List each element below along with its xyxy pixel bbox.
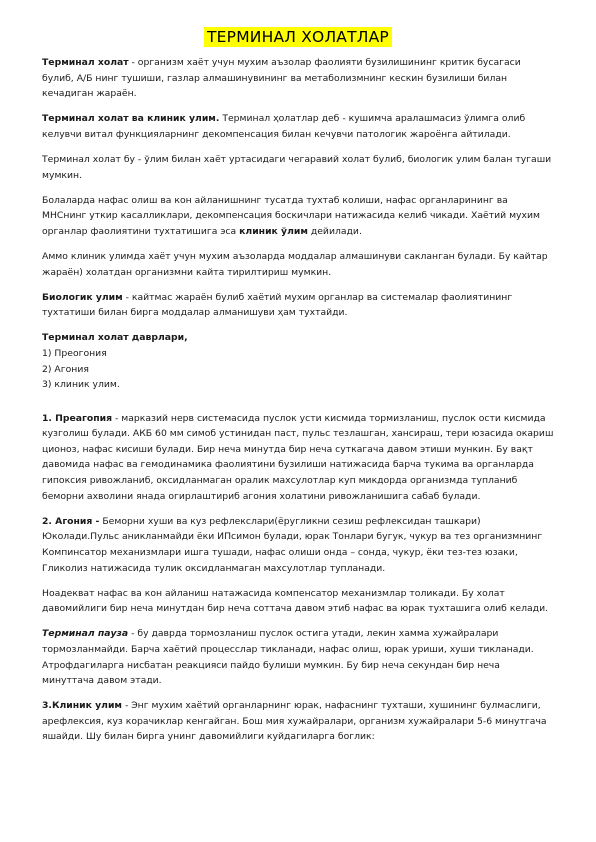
paragraph-agony — [42, 514, 554, 576]
paragraph-text: - Энг мухим хаётий органларнинг юрак, нафаснинг тухташи, хушининг булмаслиги, арефлексия, куз корачиклар кенгайган. Бош мия хужайралари, организм хужайралари 5-6 минутгача яшайди. Шу билан бирга унинг давомийлиги куйдагиларга боглик: — [42, 700, 547, 743]
term-biological-death: Биологик улим — [42, 291, 123, 303]
spacer — [42, 393, 554, 411]
paragraph-text: Болаларда нафас олиш ва кон айланишнинг тусатда тухтаб колиши, нафас органларининг ва МНСнинг уткир касалликлари, декомпенсация боскичлари натижасида келиб чикади. Хаётий мухим органлар фаолиятини тухтатишига эса — [42, 194, 540, 237]
paragraph-preagony — [42, 411, 554, 505]
paragraph-terminal-and-clinical-death — [42, 111, 554, 142]
paragraph-text: Терминал холат бу - ўлим билан хаёт уртасидаги чегаравий холат булиб, биологик улим балан тугаши мумкин. — [42, 153, 552, 181]
term-agony: 2. Агония - — [42, 515, 100, 527]
document-body — [42, 55, 554, 754]
periods-list-item: 1) Преогония — [42, 347, 107, 359]
paragraph-text: Ноадекват нафас ва кон айланиш натажасида компенсатор механизмлар толикади. Бу холат давомийлиги бир неча минутдан бир неча соттача давом этиб нафас ва юрак тухташига олиб келади. — [42, 587, 549, 615]
title-wrapper — [0, 27, 596, 47]
page-title: ТЕРМИНАЛ ХОЛАТЛАР — [204, 27, 392, 47]
term-clinical-death: клиник ўлим — [239, 225, 308, 237]
periods-heading-text: Терминал холат даврлари, — [42, 332, 188, 344]
paragraph-text: - организм хаёт учун мухим аъзолар фаолияти бузилишининг критик бусагаси булиб, А/Б нинг тушиши, газлар алмашинувининг ва метаболизмнинг кескин бузилиши билан кечадиган жараён. — [42, 57, 521, 100]
periods-heading — [42, 330, 554, 346]
term-terminal-clinical: Терминал холат ва клиник улим. — [42, 113, 220, 125]
paragraph-terminal-pause — [42, 626, 554, 688]
term-terminal-pause: Терминал пауза — [42, 628, 129, 640]
paragraph-terminal-state-definition — [42, 55, 554, 102]
periods-list-item: 2) Агония — [42, 363, 89, 375]
paragraph-text: - бу даврда тормозланиш пуслок остига утади, лекин хамма хужайралари тормозланмайди. Барча хаётий процесслар тикланади, нафас олиш, юрак уриши, хуши тикланади. Атрофдагиларга нисбатан реакцияси пайдо булиши мумкин. Бу бир неча секундан бир неча минуттача давом этади. — [42, 628, 534, 687]
paragraph-text: - кайтмас жараён булиб хаётий мухим органлар ва системалар фаолиятининг тухтатиши билан бирга моддалар алманишуви ҳам тухтайди. — [42, 291, 513, 319]
paragraph-text: - марказий нерв системасида пуслок усти кисмида тормизланиш, пуслок ости кисмида кузголиш булади. АКБ 60 мм симоб устинидан паст, пульс тезлашган, хансираш, тери юзасида окариш ционоз, нафас кисиши булади. Бир неча минутда бир неча суткагача давом этиши мункин. Бу вақт давомида нафас ва гемодинамика фаолиятини бузилиши натижасида барча тукима ва органларда гипоксия ривожланиб, оксидланмаган оралик махсулотлар куп микдорда организмда тупланиб беморни ахволини янада огирлаштириб агония холатини ривожланишига сабаб булади. — [42, 412, 554, 502]
paragraph-clinical-death-reversible — [42, 249, 554, 280]
periods-list-item: 3) клиник улим. — [42, 379, 120, 391]
term-terminal-state: Терминал холат — [42, 57, 129, 68]
paragraph-boundary-state — [42, 152, 554, 183]
paragraph-text: Терминал ҳолатлар деб - кушимча аралашмасиз ўлимга олиб келувчи витал функцияларнинг декомпенсация билан кечувчи патологик жароёнга айтилади. — [42, 113, 526, 140]
paragraph-children-causes — [42, 193, 554, 240]
paragraph-clinical-death — [42, 698, 554, 745]
paragraph-text-end: дейилади. — [307, 225, 362, 237]
paragraph-inadequate-breathing — [42, 586, 554, 617]
term-clinical-death-heading: 3.Клиник улим — [42, 700, 122, 712]
paragraph-text: Беморни хуши ва куз рефлекслари(ёругликни сезиш рефлексидан ташкари) Юколади.Пульс аникланмайди ёки ИПсимон булади, юрак Тонлари бугук, чукур ва тез организмнинг Компинсатор механизмлари ишга тушади, нафас олиши онда – сонда, чукур, ёки тез-тез юзаки, Гликолиз натижасида тулик оксидланмаган махсулотлар тупланади. — [42, 515, 543, 574]
term-preagony: 1. Преагопия — [42, 412, 113, 424]
paragraph-text: Аммо клиник улимда хаёт учун мухим аъзоларда моддалар алмашинуви сакланган булади. Бу кайтар жараён) холатдан организмни кайта тирилтириш мумкин. — [42, 250, 548, 278]
paragraph-biological-death — [42, 290, 554, 321]
